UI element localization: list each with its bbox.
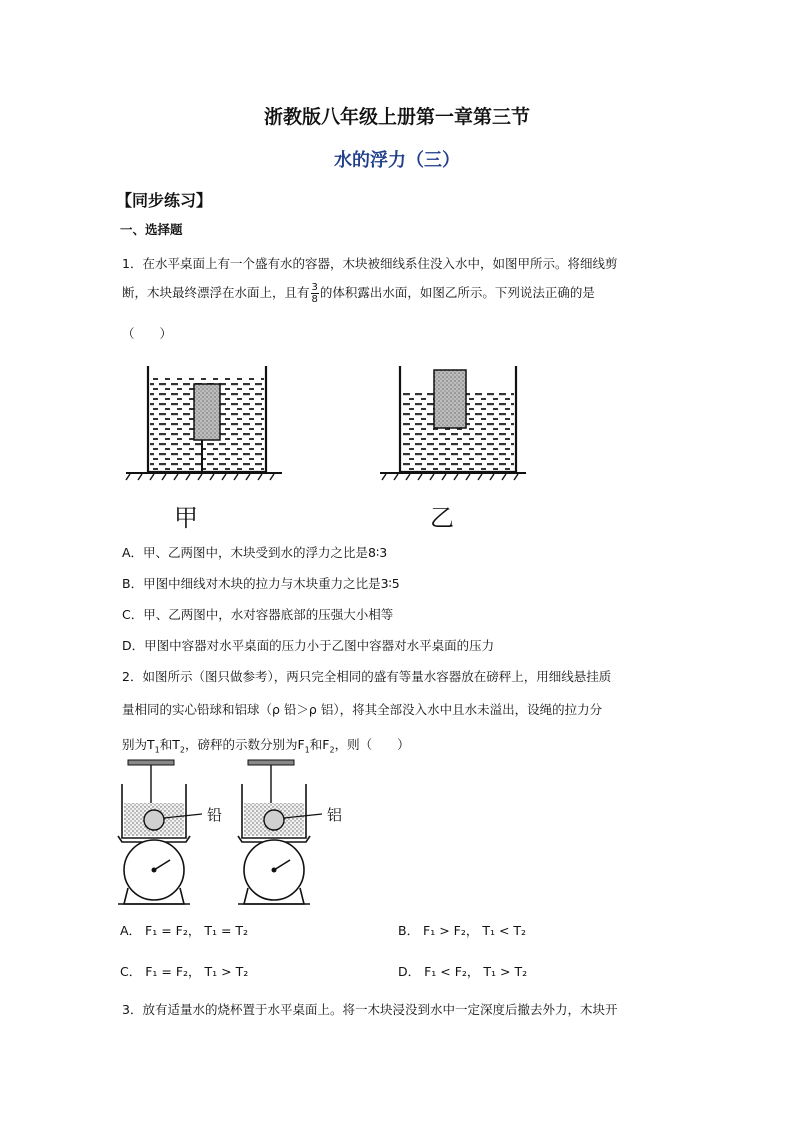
q1-option-a: A．甲、乙两图中，木块受到水的浮力之比是8∶3 [122,545,388,560]
q2-line3-part-c: ，磅秤的示数分别为F [184,737,305,752]
hanger-lead [128,760,174,765]
q2-option-a: A． F₁ = F₂， T₁ = T₂ [120,923,249,938]
q2-line3-part-b: 和T [159,737,180,752]
q1-option-c: C．甲、乙两图中，水对容器底部的压强大小相等 [122,607,394,622]
section-heading: 【同步练习】 [116,191,213,210]
wood-block-yi [434,370,466,428]
q1-line3: （ ） [122,326,173,341]
q3-line1: 3．放有适量水的烧杯置于水平桌面上。将一木块浸没到水中一定深度后撤去外力，木块开 [122,1002,618,1017]
q2-sub-f1: 1 [304,745,310,755]
q1-fraction [311,282,319,305]
q2-line2: 量相同的实心铅球和铝球（ρ 铅＞ρ 铝），将其全部没入水中且水未溢出，设绳的拉力分 [122,702,603,717]
figure-label-yi: 乙 [430,504,454,532]
q2-sub-f2: 2 [329,745,335,755]
q1-line2-part-b: 的体积露出水面，如图乙所示。下列说法正确的是 [319,285,595,300]
q2-option-d: D． F₁ < F₂， T₁ > T₂ [398,964,528,979]
figure-scale-aluminium [232,758,362,908]
q1-option-d: D．甲图中容器对水平桌面的压力小于乙图中容器对水平桌面的压力 [122,638,495,653]
q1-option-b: B．甲图中细线对木块的拉力与木块重力之比是3∶5 [122,576,400,591]
q1-line1: 1．在水平桌面上有一个盛有水的容器，木块被细线系住没入水中，如图甲所示。将细线剪 [122,256,618,271]
part-heading: 一、选择题 [120,222,183,237]
q2-line1: 2．如图所示（图只做参考），两只完全相同的盛有等量水容器放在磅秤上，用细线悬挂质 [122,669,612,684]
q2-sub-t1: 1 [154,745,160,755]
q1-fraction-numerator: 3 [311,282,318,293]
q1-line2 [122,282,595,305]
page-title: 浙教版八年级上册第一章第三节 [263,106,530,128]
figure-scale-lead [112,758,242,908]
q2-option-c: C． F₁ = F₂， T₁ > T₂ [120,964,249,979]
q1-line2-part-a: 断，木块最终漂浮在水面上，且有 [122,285,310,300]
label-aluminium: 铝 [327,806,343,824]
label-lead: 铅 [207,806,223,824]
lead-ball [144,810,164,830]
hanger-aluminium [248,760,294,765]
figure-yi [378,360,528,485]
q2-line3-part-a: 别为T [122,737,155,752]
q2-option-b: B． F₁ > F₂， T₁ < T₂ [398,923,527,938]
wood-block-jia [194,384,220,440]
q2-line3-part-e: ，则（ ） [334,737,410,752]
q2-sub-t2: 2 [179,745,185,755]
q2-line3 [122,735,410,755]
q1-fraction-denominator: 8 [311,294,318,305]
aluminium-ball [264,810,284,830]
figure-label-jia: 甲 [174,504,198,532]
page-subtitle: 水的浮力（三） [334,150,460,171]
figure-jia [122,360,282,485]
q2-line3-part-d: 和F [309,737,330,752]
